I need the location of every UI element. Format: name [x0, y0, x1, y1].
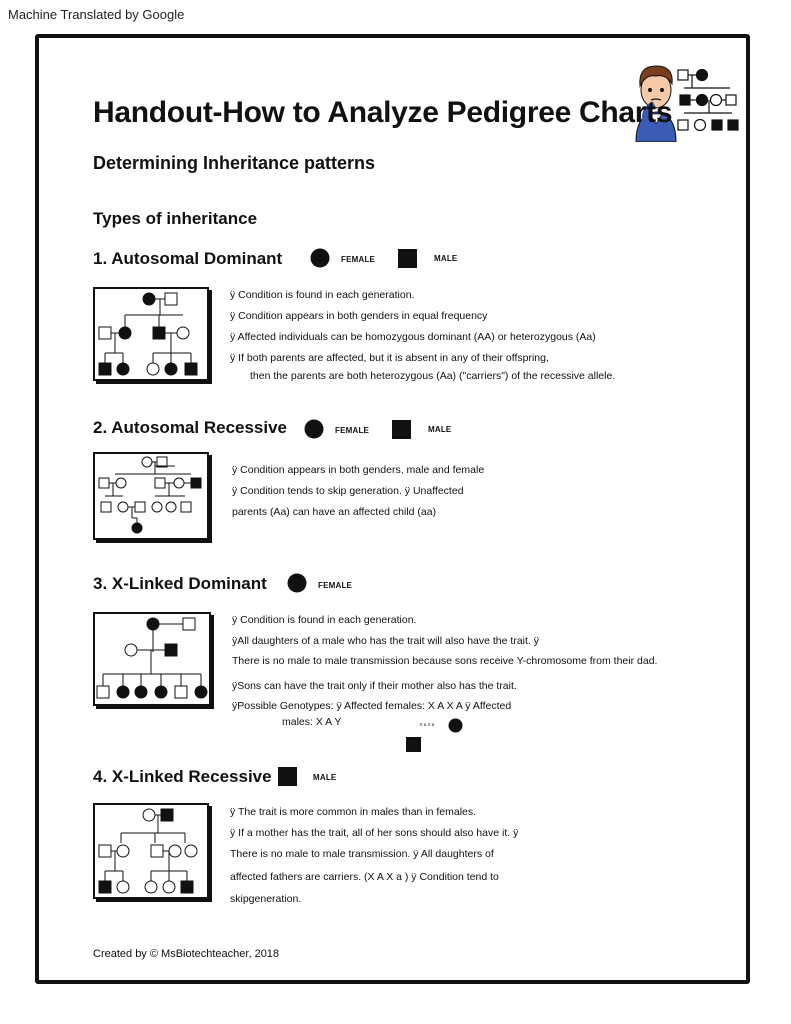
legend-male-label: MALE: [428, 425, 452, 434]
bullet-text: ÿPossible Genotypes: ÿ Affected females: X A X A ÿ Affected: [232, 700, 512, 712]
male-symbol-icon: [406, 737, 421, 752]
female-symbol-icon: [304, 419, 324, 439]
bullet-text: parents (Aa) can have an affected child (aa): [232, 506, 437, 518]
bullet-text: ÿ If both parents are affected, but it is absent in any of their offspring,: [230, 352, 549, 364]
section-title-autosomal-dominant: 1. Autosomal Dominant: [93, 249, 283, 268]
genotype-mini-labels: , X a X a: [417, 722, 435, 727]
male-symbol-icon: [278, 767, 297, 786]
female-symbol-icon: [287, 573, 307, 593]
bullet-text: ÿ The trait is more common in males than in females.: [230, 806, 477, 818]
legend-male-label: MALE: [313, 773, 337, 782]
bullet-text: ÿSons can have the trait only if their mother also has the trait.: [232, 680, 517, 692]
bullet-text: then the parents are both heterozygous (Aa) ("carriers") of the recessive allele.: [250, 370, 616, 382]
bullet-text: ÿ Condition appears in both genders, male and female: [232, 464, 485, 476]
pedigree-diagram-icon: [95, 289, 207, 379]
legend-female-label: FEMALE: [341, 255, 376, 264]
footer-credit: Created by © MsBiotechteacher, 2018: [93, 948, 280, 960]
bullet-text: skipgeneration.: [230, 893, 302, 905]
legend-female-label: FEMALE: [335, 426, 370, 435]
bullet-text: ÿ Condition is found in each generation.: [230, 289, 415, 301]
x-linked-dominant-pedigree: [93, 612, 211, 706]
page-subtitle: Determining Inheritance patterns: [93, 153, 376, 173]
bullet-text: ÿ Affected individuals can be homozygous dominant (AA) or heterozygous (Aa): [230, 331, 596, 343]
female-symbol-icon: [310, 248, 330, 268]
x-linked-recessive-pedigree: [93, 803, 209, 899]
legend-female-label: FEMALE: [318, 581, 353, 590]
bullet-text: There is no male to male transmission because sons receive Y-chromosome from their dad.: [232, 655, 658, 667]
bullet-text: There is no male to male transmission. ÿ All daughters of: [230, 848, 494, 860]
autosomal-dominant-pedigree: [93, 287, 209, 381]
page-title: Handout-How to Analyze Pedigree Charts: [93, 96, 673, 129]
bullet-text: ÿAll daughters of a male who has the trait will also have the trait. ÿ: [232, 635, 539, 647]
pedigree-diagram-icon: [95, 614, 209, 704]
legend-male-label: MALE: [434, 254, 458, 263]
section-title-x-linked-recessive: 4. X-Linked Recessive: [93, 767, 272, 786]
bullet-text: affected fathers are carriers. (X A X a ) ÿ Condition tend to: [230, 871, 499, 883]
autosomal-recessive-pedigree: [93, 452, 209, 540]
types-heading: Types of inheritance: [93, 209, 258, 228]
pedigree-diagram-icon: [95, 805, 207, 897]
bullet-text: ÿ Condition tends to skip generation. ÿ Unaffected: [232, 485, 464, 497]
bullet-text: males: X A Y: [282, 716, 342, 728]
male-symbol-icon: [392, 420, 411, 439]
female-symbol-icon: [448, 718, 463, 733]
male-symbol-icon: [398, 249, 417, 268]
bullet-text: ÿ Condition appears in both genders in equal frequency: [230, 310, 488, 322]
section-title-autosomal-recessive: 2. Autosomal Recessive: [93, 418, 288, 437]
bullet-text: ÿ If a mother has the trait, all of her sons should also have it. ÿ: [230, 827, 519, 839]
section-title-x-linked-dominant: 3. X-Linked Dominant: [93, 574, 267, 593]
machine-translated-banner: Machine Translated by Google: [8, 7, 185, 22]
pedigree-diagram-icon: [95, 454, 207, 538]
bullet-text: ÿ Condition is found in each generation.: [232, 614, 417, 626]
